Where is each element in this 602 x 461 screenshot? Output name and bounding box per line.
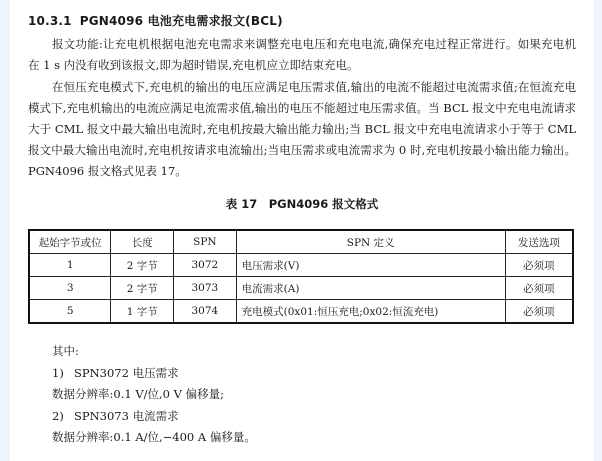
table-row xyxy=(29,277,573,300)
note-line xyxy=(52,427,256,449)
header-send-option: 发送选项 xyxy=(505,230,573,254)
table-caption: 表 17 PGN4096 报文格式 xyxy=(225,197,379,211)
note-line xyxy=(52,406,256,428)
cell-spn-definition: 电压需求(V) xyxy=(236,254,505,277)
section-title: PGN4096 电池充电需求报文(BCL) xyxy=(79,14,283,28)
header-length: 长度 xyxy=(111,230,174,254)
note-index: 2) xyxy=(52,408,64,423)
cell-spn: 3073 xyxy=(174,277,237,300)
cell-spn-definition: 充电模式(0x01:恒压充电;0x02:恒流充电) xyxy=(236,300,505,324)
cell-start-byte: 1 xyxy=(29,254,111,277)
notes-section xyxy=(52,341,256,449)
header-spn: SPN xyxy=(174,230,237,254)
cell-send-option: 必须项 xyxy=(505,254,573,277)
cell-spn: 3072 xyxy=(174,254,237,277)
note-index: 1) xyxy=(52,365,64,380)
note-text: 数据分辨率:0.1 A/位,−400 A 偏移量。 xyxy=(52,430,256,444)
cell-length: 2 字节 xyxy=(111,277,174,300)
header-spn-definition: SPN 定义 xyxy=(236,230,505,254)
header-start-byte: 起始字节或位 xyxy=(29,230,111,254)
note-text: SPN3073 电流需求 xyxy=(74,408,179,423)
paragraph-function: 报文功能:让充电机根据电池充电需求来调整充电电压和充电电流,确保充电过程正常进行。如果充电机在 1 s 内没有收到该报文,即为超时错误,充电机应立即结束充电。 xyxy=(28,37,576,72)
section-heading xyxy=(28,12,283,29)
cell-spn-definition: 电流需求(A) xyxy=(236,277,505,300)
cell-length: 1 字节 xyxy=(111,300,174,324)
cell-start-byte: 3 xyxy=(29,277,111,300)
note-text: SPN3072 电压需求 xyxy=(74,365,179,380)
note-line xyxy=(52,363,256,385)
cell-send-option: 必须项 xyxy=(505,277,573,300)
section-number: 10.3.1 xyxy=(28,14,72,28)
document-page xyxy=(10,0,594,461)
cell-send-option: 必须项 xyxy=(505,300,573,324)
cell-spn: 3074 xyxy=(174,300,237,324)
cell-length: 2 字节 xyxy=(111,254,174,277)
notes-intro: 其中: xyxy=(52,344,79,358)
note-line xyxy=(52,384,256,406)
pgn4096-format-table xyxy=(28,229,574,324)
table-row xyxy=(29,300,573,324)
note-text: 数据分辨率:0.1 V/位,0 V 偏移量; xyxy=(52,387,224,401)
paragraph-modes: 在恒压充电模式下,充电机的输出的电压应满足电压需求值,输出的电流不能超过电流需求值;在恒流充电模式下,充电机输出的电流应满足电流需求值,输出的电压不能超过电压需求值。当 BCL 报文中充电电流请求大于 CML 报文中最大输出电流时,充电机按最大输出能力输出;当 BCL 报文中充电电流请求小于等于 CML 报文中最大输出电流时,充电机按请求电流输出;当电压需求或电流需求为 0 时,充电机按最小输出能力输出。PGN4096 报文格式见表 17。 xyxy=(28,80,576,178)
table-header-row xyxy=(29,230,573,254)
cell-start-byte: 5 xyxy=(29,300,111,324)
table-row xyxy=(29,254,573,277)
